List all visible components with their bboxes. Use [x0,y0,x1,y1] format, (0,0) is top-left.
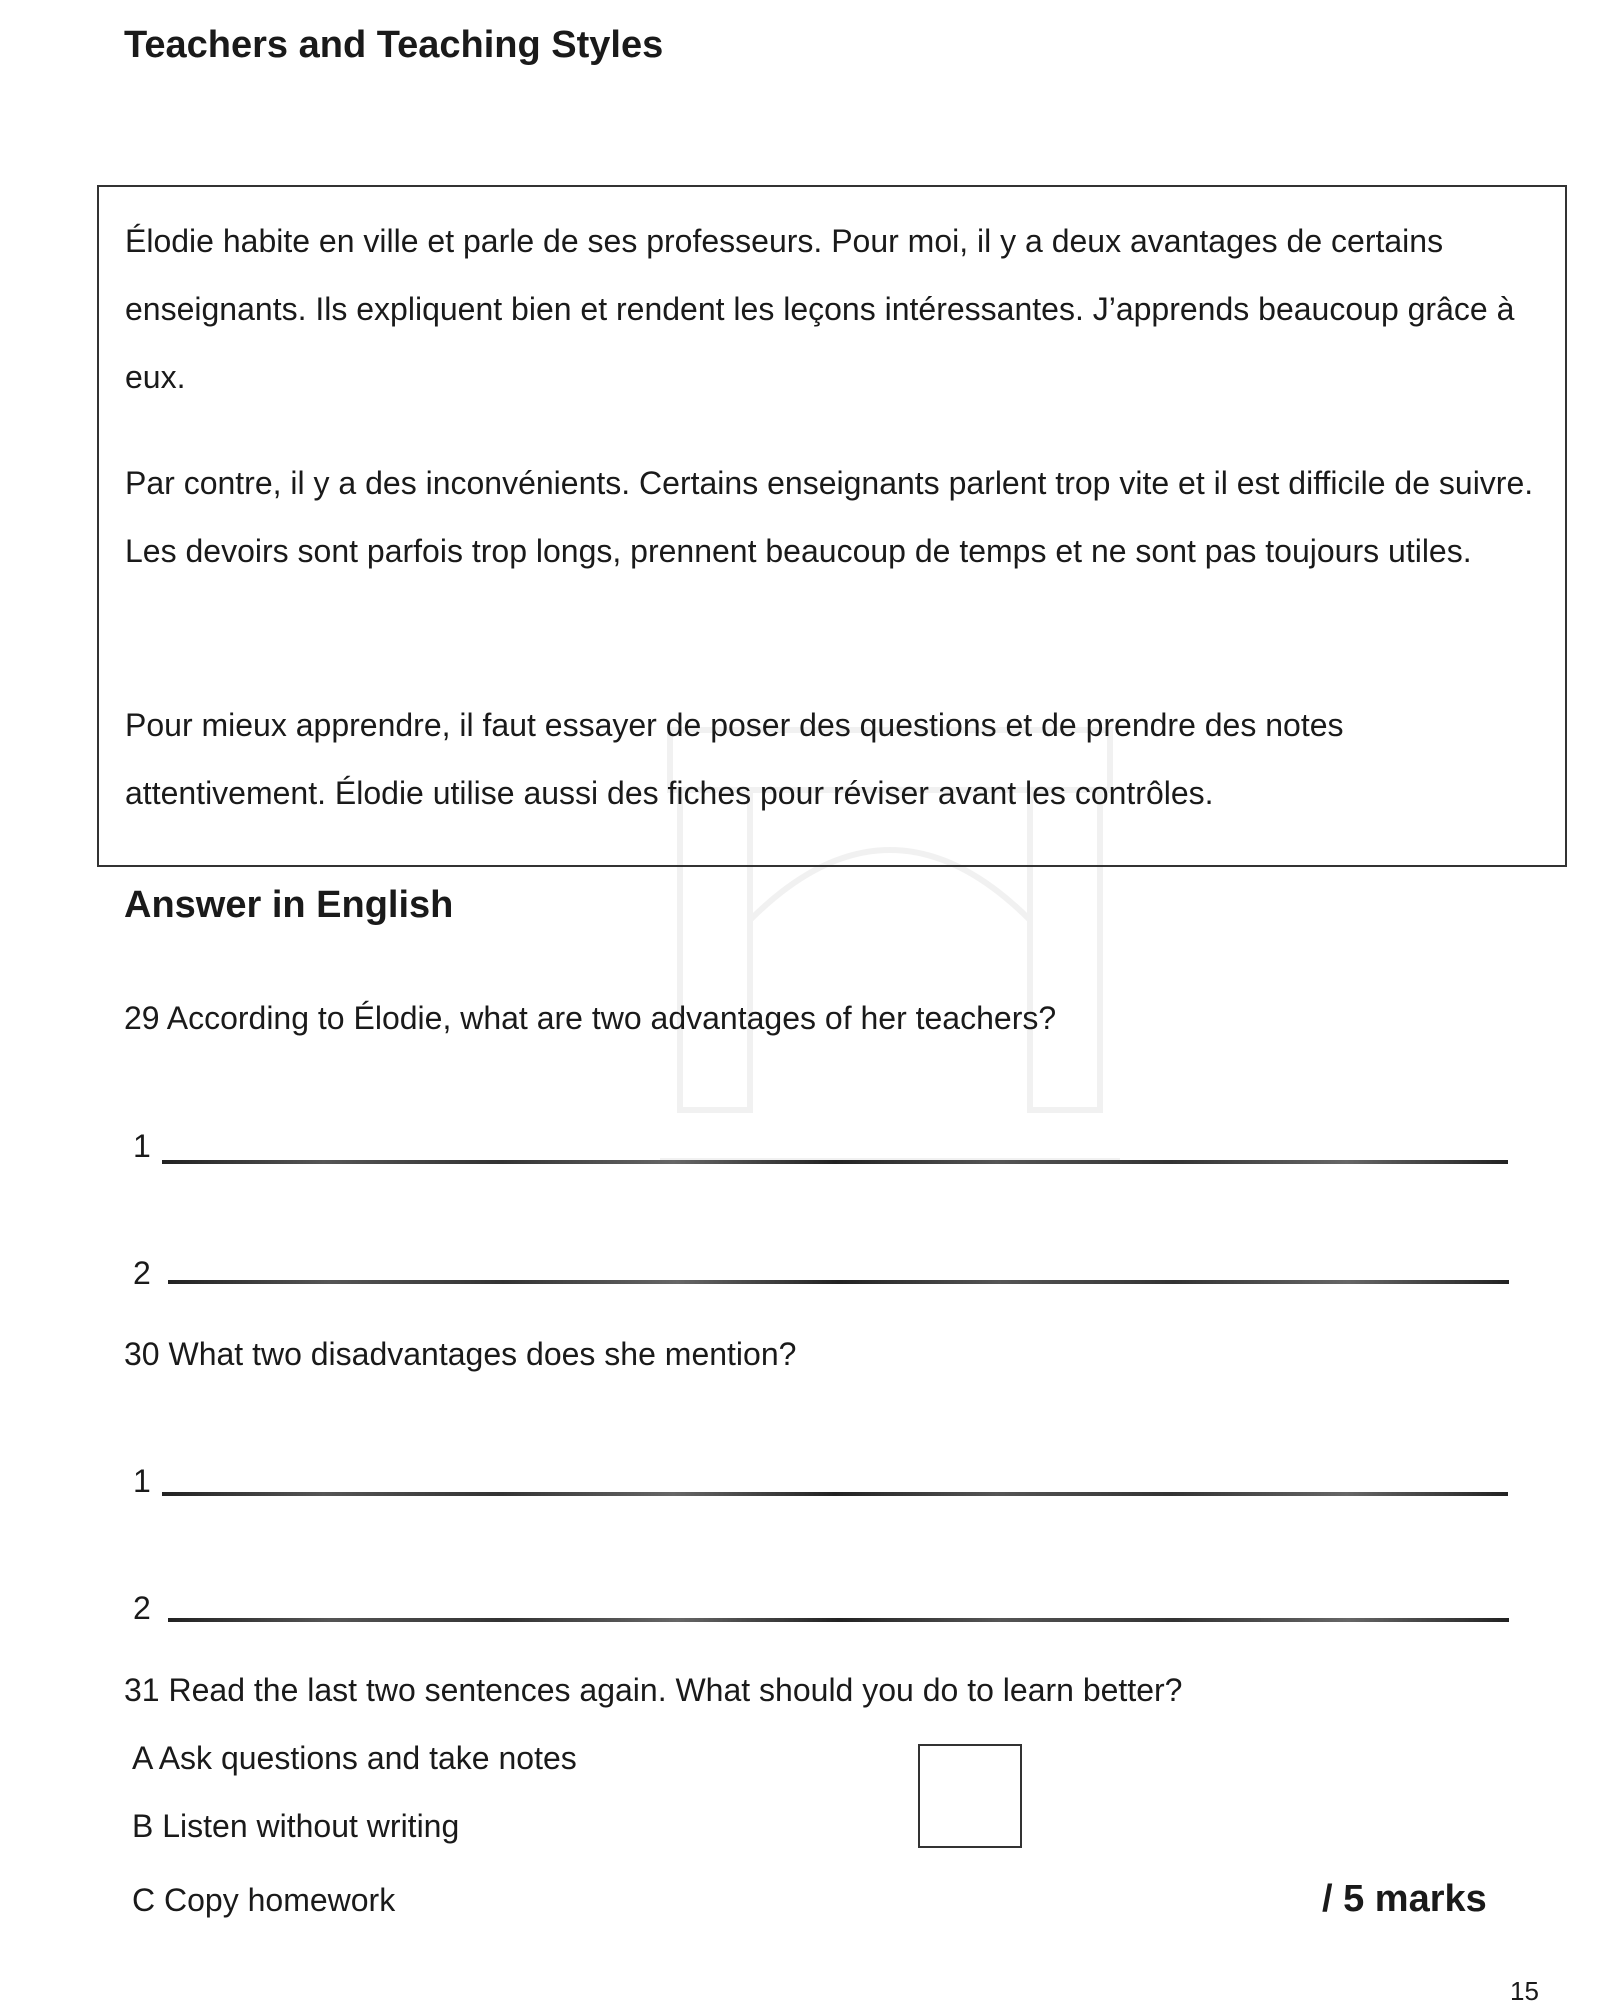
option-a: A Ask questions and take notes [132,1740,577,1776]
answer-line-29-2[interactable] [168,1280,1509,1284]
page-number: 15 [1510,1976,1539,2006]
reading-passage [97,185,1567,867]
answer-number: 1 [133,1463,151,1499]
answer-line-29-1[interactable] [162,1160,1508,1164]
page-title: Teachers and Teaching Styles [124,24,664,66]
marks-total: / 5 marks [1322,1878,1487,1920]
passage-paragraph: Par contre, il y a des inconvénients. Certains enseignants parlent trop vite et il est difficile de suivre. Les devoirs sont parfois trop longs, prennent beaucoup de temps et ne sont pas toujours utiles. [125,465,1534,569]
answer-number: 2 [133,1255,151,1291]
instruction-heading: Answer in English [124,884,454,926]
passage-paragraph: Élodie habite en ville et parle de ses professeurs. Pour moi, il y a deux avantages de certains enseignants. Ils expliquent bien et rendent les leçons intéressantes. J’apprends beaucoup grâce à eux. [125,223,1515,395]
answer-line-30-1[interactable] [162,1492,1508,1496]
answer-number: 2 [133,1590,151,1626]
answer-line-30-2[interactable] [168,1618,1509,1622]
answer-number: 1 [133,1128,151,1164]
passage-paragraph: Pour mieux apprendre, il faut essayer de poser des questions et de prendre des notes attentivement. Élodie utilise aussi des fiches pour réviser avant les contrôles. [125,707,1344,811]
answer-box[interactable] [918,1744,1022,1848]
question-30: 30 What two disadvantages does she mention? [124,1336,797,1372]
question-31: 31 Read the last two sentences again. What should you do to learn better? [124,1672,1183,1708]
question-29: 29 According to Élodie, what are two advantages of her teachers? [124,1000,1057,1036]
option-c: C Copy homework [132,1882,396,1918]
option-b: B Listen without writing [132,1808,460,1844]
